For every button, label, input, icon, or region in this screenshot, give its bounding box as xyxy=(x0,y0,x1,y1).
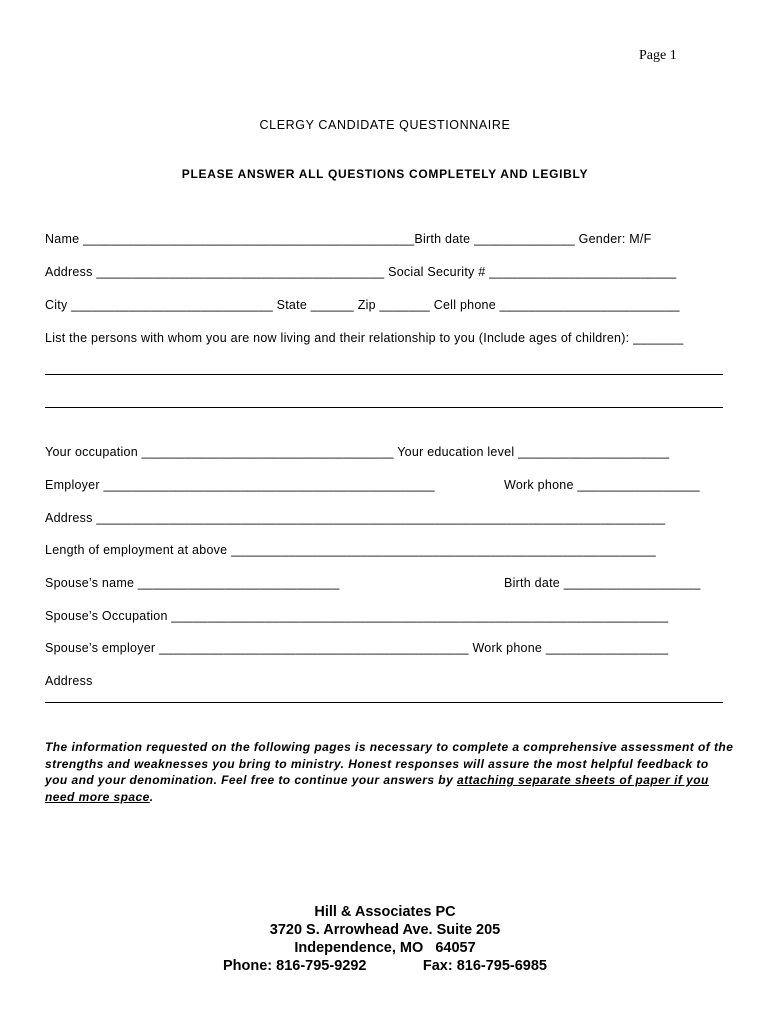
city-state-zip-phone-field[interactable]: City ____________________________ State ______ Zip _______ Cell phone _________________________ xyxy=(45,298,680,312)
instructions-text: The information requested on the following pages is necessary to complete a comprehensive assessment of the strengths and weaknesses you bring to ministry. Honest responses will assure the most helpful feedback to you and your denomination. Feel free to continue your answers by xyxy=(45,740,734,787)
spouse-employer-field[interactable]: Spouse’s employer ___________________________________________ Work phone _________________ xyxy=(45,641,669,655)
household-persons-field[interactable]: List the persons with whom you are now living and their relationship to you (Include ages of children): _______ xyxy=(45,331,684,345)
page-subtitle: PLEASE ANSWER ALL QUESTIONS COMPLETELY AND LEGIBLY xyxy=(181,167,589,181)
page-number: Page 1 xyxy=(639,48,677,63)
instructions-underlined-text: attaching separate sheets of paper if you need more space xyxy=(45,773,709,804)
page-title: CLERGY CANDIDATE QUESTIONNAIRE xyxy=(259,118,511,132)
household-answer-line-1[interactable] xyxy=(45,374,723,375)
spouse-address-line[interactable] xyxy=(45,702,723,703)
employment-length-field[interactable]: Length of employment at above ___________________________________________________________ xyxy=(45,543,657,557)
footer-city: Independence, MO 64057 xyxy=(294,940,476,956)
instructions-paragraph xyxy=(45,739,735,805)
spouse-birthdate-field[interactable]: Birth date ___________________ xyxy=(504,576,701,590)
spouse-occupation-field[interactable]: Spouse’s Occupation _____________________________________________________________________ xyxy=(45,609,669,623)
spouse-name-field[interactable]: Spouse’s name ____________________________ xyxy=(45,576,340,590)
footer-street: 3720 S. Arrowhead Ave. Suite 205 xyxy=(269,922,501,938)
occupation-education-field[interactable]: Your occupation ___________________________________ Your education level _____________________ xyxy=(45,445,670,459)
address-ssn-field[interactable]: Address ________________________________________ Social Security # __________________________ xyxy=(45,265,677,279)
instructions-end: . xyxy=(149,789,154,804)
employer-address-field[interactable]: Address _______________________________________________________________________________ xyxy=(45,511,666,525)
work-phone-field[interactable]: Work phone _________________ xyxy=(504,478,700,492)
footer-company: Hill & Associates PC xyxy=(314,904,456,920)
footer-phone-fax: Phone: 816-795-9292 Fax: 816-795-6985 xyxy=(222,958,547,974)
spouse-address-label: Address xyxy=(45,674,93,688)
household-answer-line-2[interactable] xyxy=(45,407,723,408)
employer-field[interactable]: Employer ______________________________________________ xyxy=(45,478,435,492)
name-birthdate-gender-field[interactable]: Name ______________________________________________Birth date ______________ Gender: M/F xyxy=(45,232,652,246)
